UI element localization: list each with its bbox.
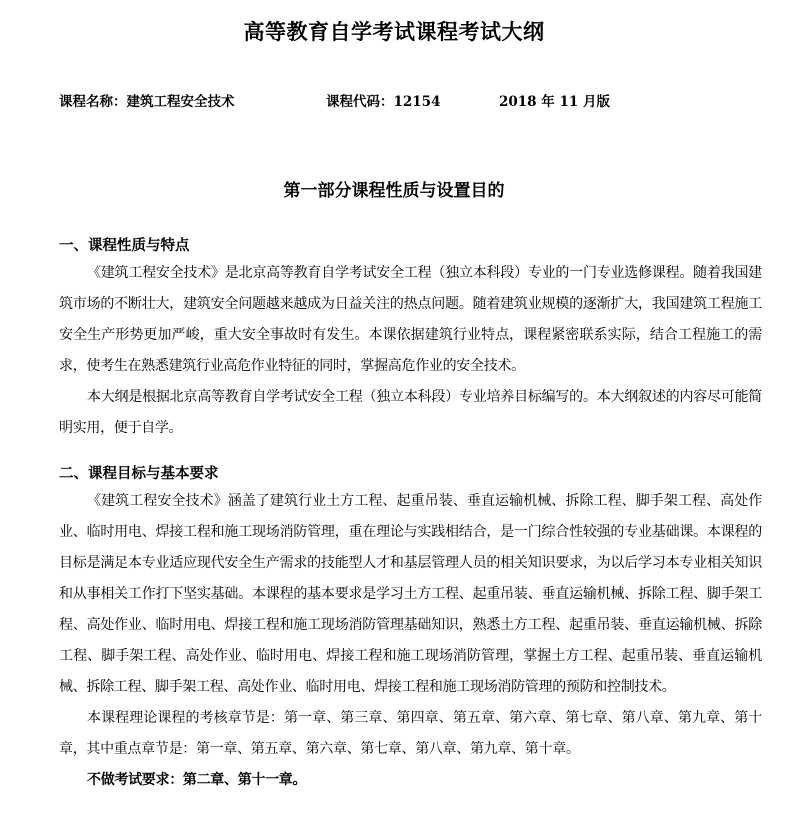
part-title: 第一部分课程性质与设置目的 xyxy=(283,181,505,201)
section2-paragraph-1: 《建筑工程安全技术》涵盖了建筑行业土方工程、起重吊装、垂直运输机械、拆除工程、脚手架工程、高处作业、临时用电、焊接工程和施工现场消防管理，重在理论与实践相结合，是一门综合性较强的专业基础课。本课程的目标是满足本专业适应现代安全生产需求的技能型人才和基层管理人员的相关知识要求，为以后学习本专业相关知识和从事相关工作打下坚实基础。本课程的基本要求是学习土方工程、起重吊装、垂直运输机械、拆除工程、脚手架工程、高处作业、临时用电、焊接工程和施工现场消防管理基础知识，熟悉土方工程、起重吊装、垂直运输机械、拆除工程、脚手架工程、高处作业、临时用电、焊接工程和施工现场消防管理，掌握土方工程、起重吊装、垂直运输机械、拆除工程、脚手架工程、高处作业、临时用电、焊接工程和施工现场消防管理的预防和控制技术。 xyxy=(59,493,762,695)
section-heading-1: 一、课程性质与特点 xyxy=(59,238,190,254)
course-name: 课程名称：建筑工程安全技术 xyxy=(59,94,235,110)
section2-paragraph-2: 本课程理论课程的考核章节是：第一章、第三章、第四章、第五章、第六章、第七章、第八章、第九章、第十章，其中重点章节是：第一章、第五章、第六章、第七章、第八章、第九章、第十章。 xyxy=(59,710,762,757)
document-title: 高等教育自学考试课程考试大纲 xyxy=(243,19,545,44)
edition: 2018 年 11 月版 xyxy=(499,94,610,110)
section-heading-2: 二、课程目标与基本要求 xyxy=(59,466,219,482)
course-code: 课程代码：12154 xyxy=(326,94,441,110)
section1-paragraph-2: 本大纲是根据北京高等教育自学考试安全工程（独立本科段）专业培养目标编写的。本大纲叙述的内容尽可能简明实用，便于自学。 xyxy=(59,389,762,436)
section2-paragraph-3: 不做考试要求：第二章、第十一章。 xyxy=(87,772,307,788)
section1-paragraph-1: 《建筑工程安全技术》是北京高等教育自学考试安全工程（独立本科段）专业的一门专业选修课程。随着我国建筑市场的不断壮大，建筑安全问题越来越成为日益关注的热点问题。随着建筑业规模的逐渐扩大，我国建筑工程施工安全生产形势更加严峻，重大安全事故时有发生。本课依据建筑行业特点，课程紧密联系实际，结合工程施工的需求，使考生在熟悉建筑行业高危作业特征的同时，掌握高危作业的安全技术。 xyxy=(59,265,762,374)
